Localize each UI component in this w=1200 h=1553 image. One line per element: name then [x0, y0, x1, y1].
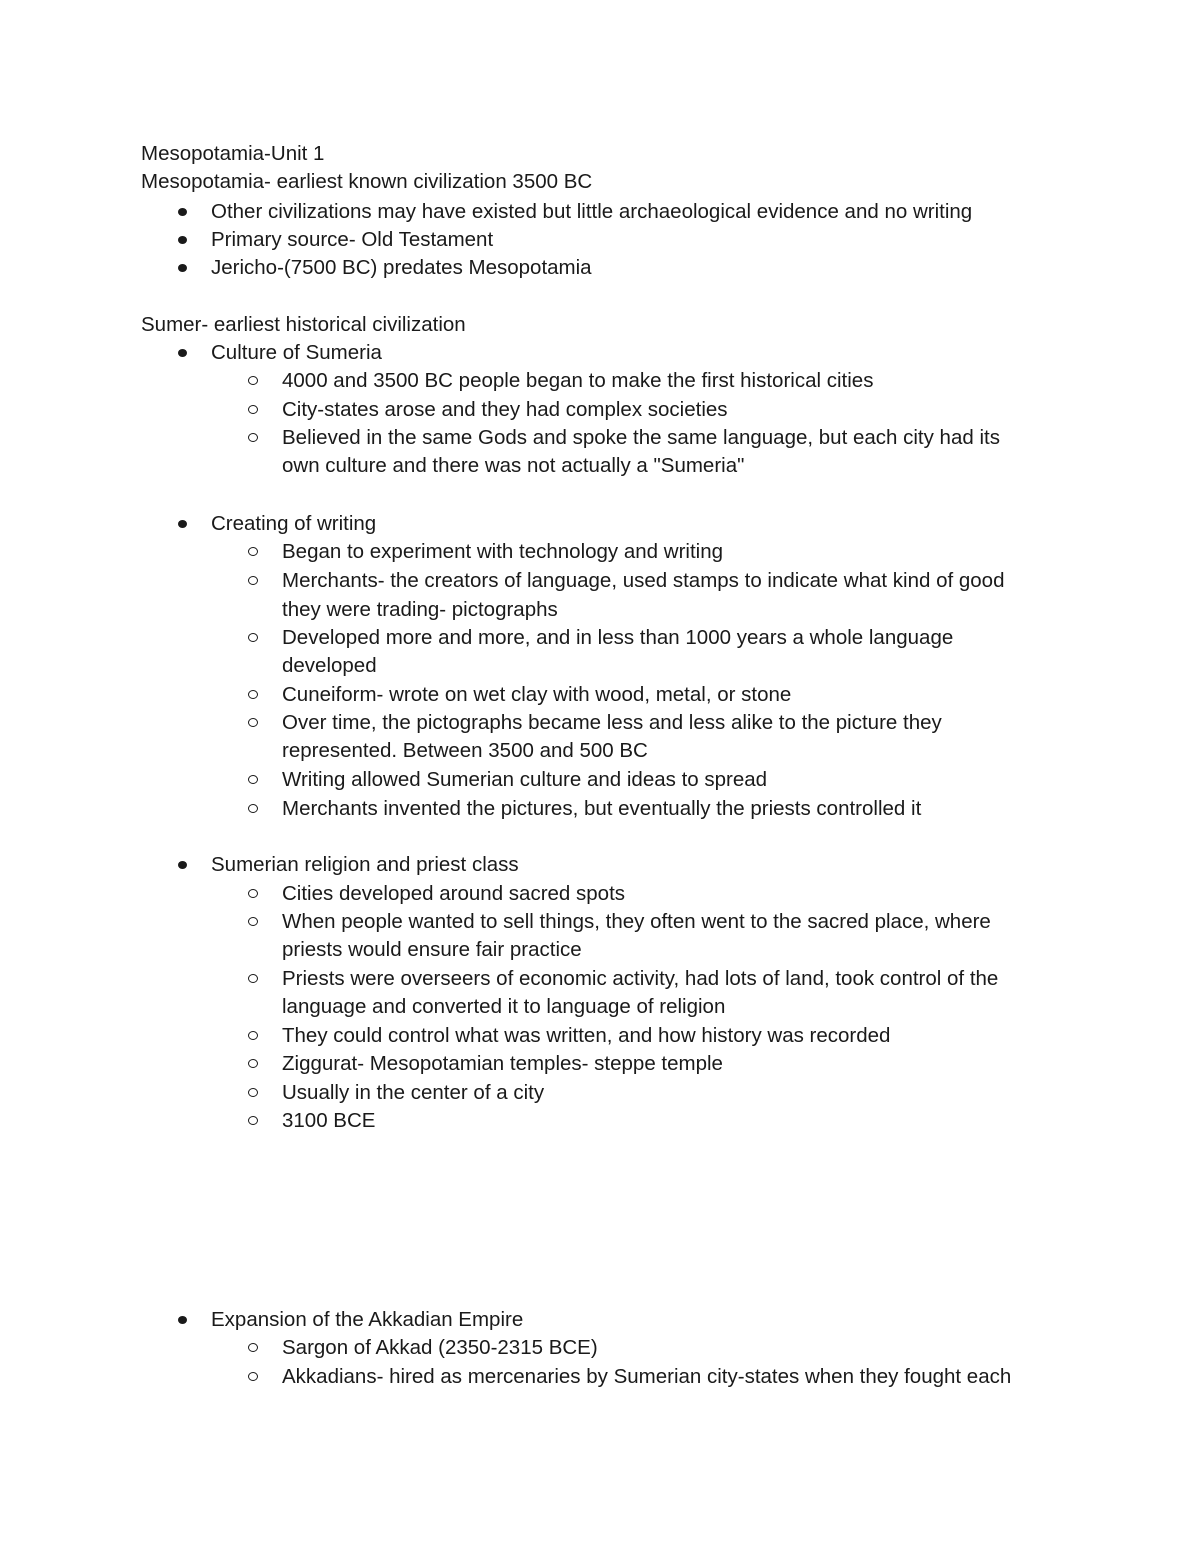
bullet-circle-icon: [248, 405, 258, 414]
subsection-heading: Sumerian religion and priest class: [211, 853, 519, 876]
list-item: Ziggurat- Mesopotamian temples- steppe temple: [282, 1052, 723, 1075]
subsection-heading: Expansion of the Akkadian Empire: [211, 1308, 524, 1331]
list-item: Usually in the center of a city: [282, 1081, 545, 1104]
document-title: Mesopotamia-Unit 1: [141, 142, 325, 165]
list-item: 3100 BCE: [282, 1109, 376, 1132]
bullet-disc-icon: [178, 1316, 187, 1324]
bullet-circle-icon: [248, 804, 258, 813]
list-item: 4000 and 3500 BC people began to make the first historical cities: [282, 369, 874, 392]
list-item: Cuneiform- wrote on wet clay with wood, metal, or stone: [282, 683, 792, 706]
bullet-disc-icon: [178, 236, 187, 244]
bullet-circle-icon: [248, 633, 258, 642]
section-heading: Sumer- earliest historical civilization: [141, 313, 466, 336]
bullet-circle-icon: [248, 1116, 258, 1125]
bullet-circle-icon: [248, 1372, 258, 1381]
list-item: Priests were overseers of economic activity, had lots of land, took control of the: [282, 967, 999, 990]
list-item: Believed in the same Gods and spoke the same language, but each city had its: [282, 426, 1000, 449]
list-item: Merchants- the creators of language, used stamps to indicate what kind of good: [282, 569, 1005, 592]
list-item: Merchants invented the pictures, but eventually the priests controlled it: [282, 797, 922, 820]
bullet-circle-icon: [248, 1059, 258, 1068]
bullet-disc-icon: [178, 861, 187, 869]
list-item: City-states arose and they had complex societies: [282, 398, 728, 421]
list-item: When people wanted to sell things, they often went to the sacred place, where: [282, 910, 991, 933]
list-item-continuation: language and converted it to language of religion: [282, 995, 726, 1018]
bullet-disc-icon: [178, 264, 187, 272]
bullet-disc-icon: [178, 520, 187, 528]
bullet-circle-icon: [248, 433, 258, 442]
bullet-circle-icon: [248, 1031, 258, 1040]
bullet-circle-icon: [248, 889, 258, 898]
list-item: Began to experiment with technology and writing: [282, 540, 724, 563]
list-item-continuation: represented. Between 3500 and 500 BC: [282, 739, 648, 762]
bullet-disc-icon: [178, 349, 187, 357]
bullet-circle-icon: [248, 775, 258, 784]
list-item: Developed more and more, and in less than 1000 years a whole language: [282, 626, 954, 649]
intro-line: Mesopotamia- earliest known civilization 3500 BC: [141, 170, 593, 193]
list-item-continuation: they were trading- pictographs: [282, 598, 558, 621]
subsection-heading: Culture of Sumeria: [211, 341, 382, 364]
list-item-continuation: priests would ensure fair practice: [282, 938, 582, 961]
bullet-circle-icon: [248, 917, 258, 926]
list-item: They could control what was written, and how history was recorded: [282, 1024, 891, 1047]
bullet-circle-icon: [248, 690, 258, 699]
bullet-circle-icon: [248, 1343, 258, 1352]
list-item: Akkadians- hired as mercenaries by Sumerian city-states when they fought each: [282, 1365, 1012, 1388]
list-item-continuation: developed: [282, 654, 377, 677]
bullet-disc-icon: [178, 208, 187, 216]
list-item: Sargon of Akkad (2350-2315 BCE): [282, 1336, 598, 1359]
bullet-circle-icon: [248, 376, 258, 385]
list-item: Primary source- Old Testament: [211, 228, 494, 251]
list-item: Jericho-(7500 BC) predates Mesopotamia: [211, 256, 592, 279]
bullet-circle-icon: [248, 974, 258, 983]
bullet-circle-icon: [248, 576, 258, 585]
list-item: Over time, the pictographs became less and less alike to the picture they: [282, 711, 942, 734]
list-item: Writing allowed Sumerian culture and ideas to spread: [282, 768, 768, 791]
bullet-circle-icon: [248, 1088, 258, 1097]
bullet-circle-icon: [248, 547, 258, 556]
list-item: Cities developed around sacred spots: [282, 882, 626, 905]
list-item-continuation: own culture and there was not actually a "Sumeria": [282, 454, 745, 477]
bullet-circle-icon: [248, 718, 258, 727]
list-item: Other civilizations may have existed but little archaeological evidence and no writing: [211, 200, 973, 223]
subsection-heading: Creating of writing: [211, 512, 377, 535]
